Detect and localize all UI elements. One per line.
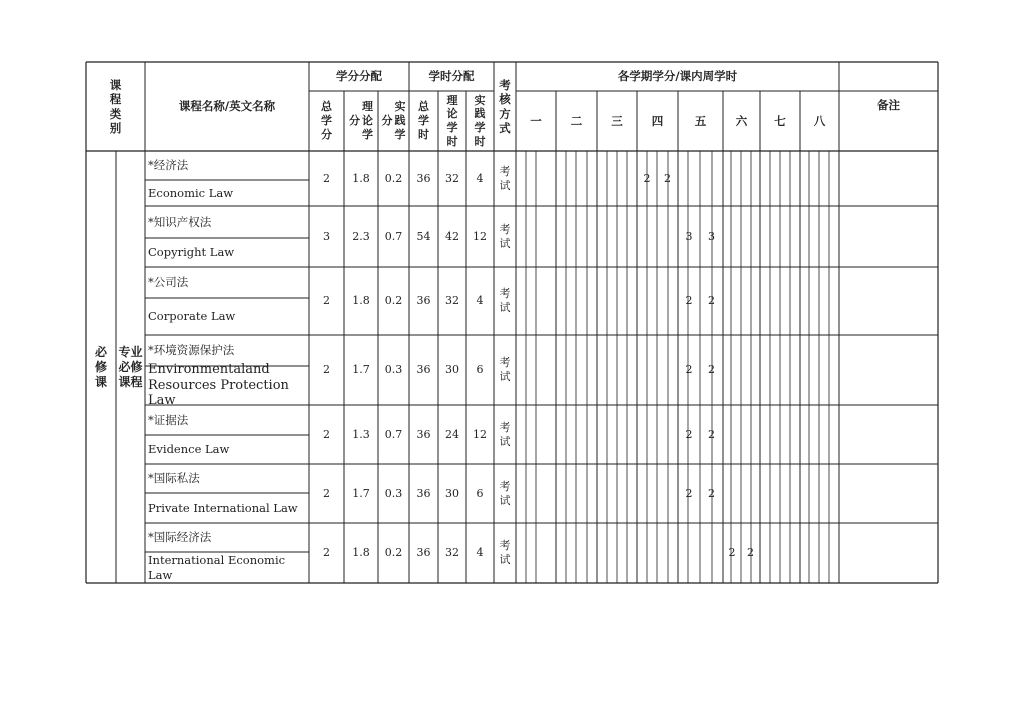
header-credit-theory-col: 理 论 学 [362,100,373,141]
course-exam-char: 试 [499,553,511,566]
header-credit-total [309,91,344,151]
course-practice-credits: 0.3 [384,363,403,377]
header-semester-group: 各学期学分/课内周学时 [617,69,738,84]
header-hours-practice-char: 时 [474,134,486,148]
course-name-en: International Economic Law [148,553,286,582]
header-exam-method-char: 式 [499,120,511,135]
course-theory-hours: 30 [445,486,459,500]
header-hours-group: 学时分配 [428,69,475,84]
course-exam-char: 试 [499,236,511,250]
semester-credit: 2 [685,486,693,500]
course-name-en: Economic Law [148,185,234,200]
semester-credit: 2 [728,546,736,560]
course-practice-credits: 0.2 [384,294,403,308]
category-main-char: 修 [94,359,107,374]
course-exam-char: 试 [499,493,511,507]
header-hours-total-char: 总 [418,100,429,114]
category-sub-line: 必修 [118,359,143,374]
course-exam-char: 试 [499,434,511,448]
course-exam [494,335,516,405]
course-name-cn: *经济法 [148,158,189,173]
course-name-cn: *公司法 [148,275,189,290]
course-theory-credits: 1.7 [352,486,370,500]
header-hours-theory-char: 理 [446,93,458,107]
course-practice-hours: 4 [476,294,484,308]
header-exam-method-char: 核 [499,92,511,107]
course-hours: 36 [416,486,431,500]
course-theory-hours: 24 [445,427,459,441]
semester-hours: 2 [708,427,715,441]
header-credit-total-char: 分 [321,127,332,141]
header-exam-method [494,62,516,151]
header-exam-method-char: 方 [499,106,511,121]
course-exam [494,206,516,267]
course-name-en: Copyright Law [148,245,235,260]
course-exam [494,464,516,523]
course-exam-char: 试 [499,370,511,383]
header-credit-theory-fen: 分 [349,114,360,128]
header-semester-8: 八 [813,113,826,128]
course-name-en: Corporate Law [148,309,236,324]
course-credits: 2 [323,486,330,500]
semester-credit: 3 [685,229,693,243]
semester-hours: 2 [664,171,671,185]
course-exam-char: 考 [499,287,511,301]
course-name-en: Private International Law [148,500,298,515]
course-theory-credits: 1.8 [352,546,370,560]
course-practice-credits: 0.7 [384,427,403,441]
header-category [86,62,145,151]
header-semester-1: 一 [530,113,542,128]
course-exam-char: 考 [499,222,511,236]
course-theory-hours: 32 [445,294,459,308]
course-exam-char: 考 [499,164,511,178]
course-credits: 2 [323,427,330,441]
header-hours-total-char: 时 [418,127,429,141]
semester-hours: 2 [747,546,754,560]
course-credits: 3 [323,229,330,243]
course-credits: 2 [323,171,330,185]
header-credit-total-char: 总 [321,100,332,114]
header-credit-total-char: 学 [321,114,332,128]
header-credit-group: 学分分配 [336,69,382,84]
course-exam-char: 考 [499,420,511,434]
course-name-cn: *国际经济法 [148,530,212,545]
header-semester-4: 四 [651,113,664,128]
header-semester-7: 七 [774,113,786,128]
header-hours-practice-char: 践 [474,107,486,121]
header-hours-practice [466,91,494,151]
course-name-cn: *国际私法 [148,471,200,486]
course-exam [494,151,516,206]
semester-credit: 2 [685,294,693,308]
course-theory-hours: 32 [445,546,459,560]
course-hours: 54 [416,229,431,243]
header-credit-practice-col: 实 践 学 [394,100,406,141]
course-name-en: Evidence Law [148,442,230,457]
semester-hours: 2 [708,294,715,308]
header-semester-3: 三 [611,113,623,128]
header-hours-theory-char: 论 [446,107,458,121]
course-theory-credits: 1.7 [352,363,370,377]
course-theory-credits: 1.3 [352,427,370,441]
header-hours-practice-char: 实 [474,93,486,107]
header-course-name: 课程名称/英文名称 [178,99,276,114]
category-main-char: 必 [94,344,107,359]
course-exam [494,405,516,464]
category-sub [116,151,145,583]
course-credits: 2 [323,546,330,560]
header-hours-theory [438,91,466,151]
category-sub-line: 课程 [118,374,143,389]
header-semester-5: 五 [694,113,707,128]
header-semester-2: 二 [570,113,583,128]
course-credits: 2 [323,363,330,377]
category-sub-line: 专业 [118,344,143,359]
course-name-cn: *环境资源保护法 [148,343,235,358]
course-theory-credits: 1.8 [352,171,370,185]
course-name-cn: *证据法 [148,412,189,427]
course-practice-hours: 4 [476,171,484,185]
semester-hours: 2 [708,486,715,500]
course-hours: 36 [416,546,431,560]
header-category-char: 别 [109,120,122,135]
course-practice-hours: 12 [473,427,487,441]
semester-hours: 3 [708,229,715,243]
course-exam-char: 考 [499,539,511,553]
header-semester-6: 六 [735,113,748,128]
course-practice-credits: 0.2 [384,171,403,185]
header-hours-total-char: 学 [418,114,429,128]
course-practice-hours: 6 [476,363,484,377]
course-practice-credits: 0.7 [384,229,403,243]
header-credit-theory [344,91,378,151]
course-exam [494,267,516,335]
category-main [86,151,116,583]
course-theory-credits: 2.3 [352,229,370,243]
header-category-char: 课 [109,77,122,92]
course-practice-credits: 0.2 [384,546,403,560]
semester-credit: 2 [685,363,693,377]
course-exam-char: 考 [499,356,511,370]
course-exam-char: 考 [499,479,511,493]
course-practice-hours: 6 [476,486,484,500]
header-hours-theory-char: 时 [446,134,458,148]
header-category-char: 类 [109,106,122,121]
course-credits: 2 [323,294,330,308]
semester-hours: 2 [708,363,715,377]
course-name-en: Environmentaland Resources Protection Law [148,362,289,409]
header-category-char: 程 [109,92,122,107]
header-credit-practice-fen: 分 [381,114,393,128]
course-theory-hours: 30 [445,363,459,377]
header-remarks: 备注 [877,98,900,112]
course-theory-credits: 1.8 [352,294,370,308]
course-theory-hours: 32 [445,171,459,185]
course-exam-char: 试 [499,178,511,192]
course-hours: 36 [416,363,431,377]
semester-credit: 2 [685,427,693,441]
header-hours-theory-char: 学 [446,121,458,134]
header-exam-method-char: 考 [499,77,511,92]
course-practice-credits: 0.3 [384,486,403,500]
course-practice-hours: 12 [473,229,487,243]
course-theory-hours: 42 [445,229,459,243]
course-hours: 36 [416,294,431,308]
course-exam-char: 试 [499,301,511,314]
course-name-cn: *知识产权法 [148,214,212,229]
category-main-char: 课 [94,374,107,389]
course-hours: 36 [416,427,431,441]
semester-credit: 2 [643,171,651,185]
header-credit-practice [378,91,409,151]
course-hours: 36 [416,171,431,185]
course-exam [494,523,516,583]
header-hours-total [409,91,438,151]
course-practice-hours: 4 [476,546,484,560]
header-hours-practice-char: 学 [474,121,486,134]
